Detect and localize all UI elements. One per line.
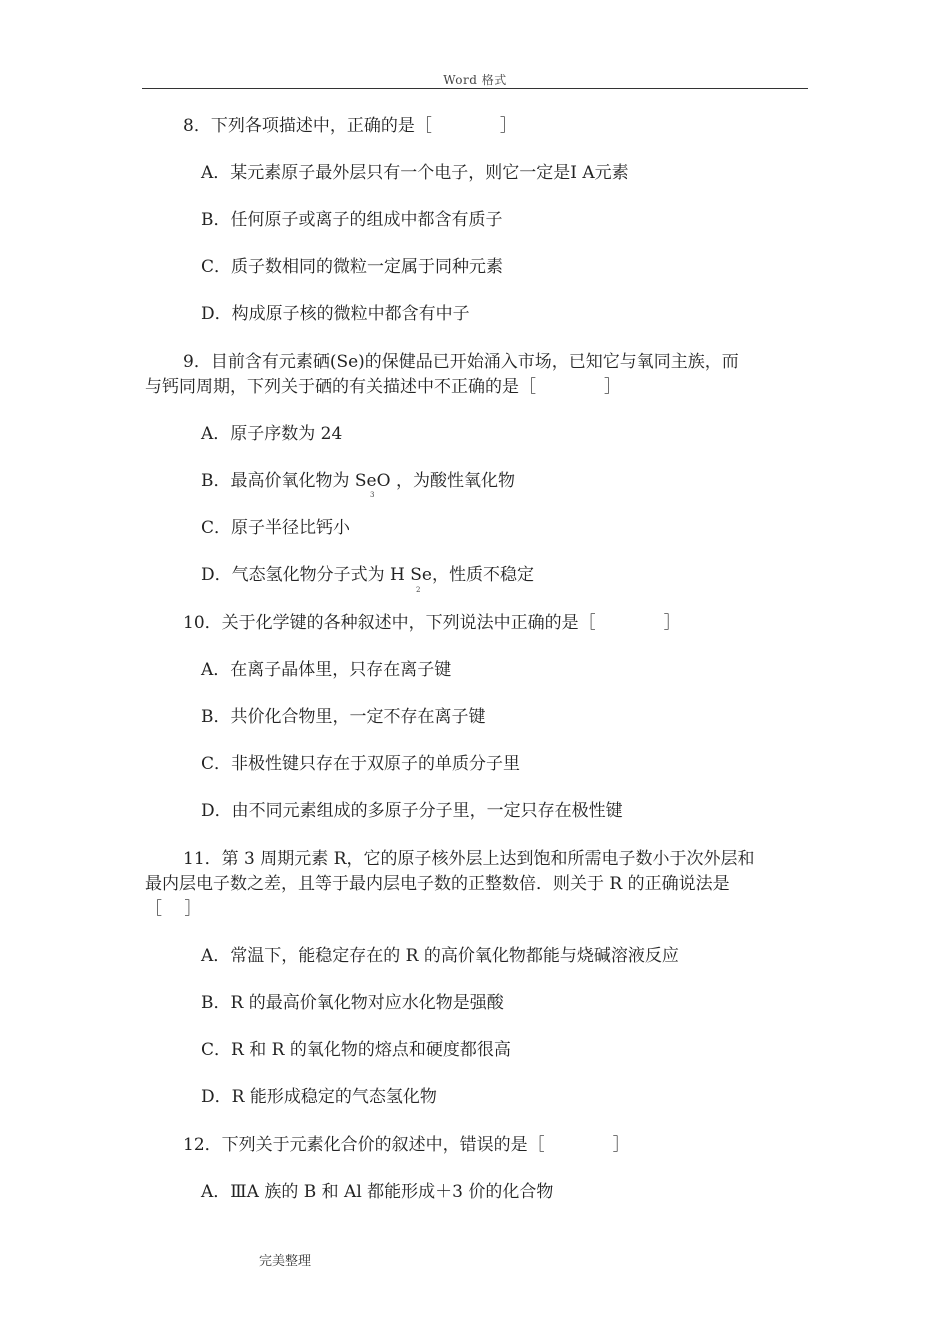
- header-rule: [142, 88, 808, 89]
- question-10-option-c: C．非极性键只存在于双原子的单质分子里: [201, 754, 521, 774]
- question-9-option-c: C．原子半径比钙小: [201, 518, 351, 538]
- question-10-stem: 10．关于化学键的各种叙述中，下列说法中正确的是［ ］: [183, 613, 681, 633]
- question-9-option-b: B．最高价氧化物为 SeO ，为酸性氧化物: [201, 471, 515, 491]
- question-9-stem-line-2: 与钙同周期，下列关于硒的有关描述中不正确的是［ ］: [145, 377, 621, 397]
- question-10-option-a: A．在离子晶体里，只存在离子键: [201, 660, 452, 680]
- question-10-option-d: D．由不同元素组成的多原子分子里，一定只存在极性键: [201, 801, 623, 821]
- question-12-option-a: A．ⅢA 族的 B 和 Al 都能形成＋3 价的化合物: [201, 1182, 554, 1202]
- subscript-2: 2: [416, 586, 421, 594]
- page-header: Word 格式: [443, 73, 507, 87]
- question-11-stem-line-3: ［ ］: [145, 899, 202, 919]
- question-9-option-a: A．原子序数为 24: [201, 424, 343, 444]
- question-11-option-b: B．R 的最高价氧化物对应水化物是强酸: [201, 993, 504, 1013]
- question-8-option-c: C．质子数相同的微粒一定属于同种元素: [201, 257, 504, 277]
- subscript-3: 3: [370, 491, 375, 499]
- question-11-stem-line-1: 11．第 3 周期元素 R，它的原子核外层上达到饱和所需电子数小于次外层和: [183, 849, 755, 869]
- question-11-option-d: D．R 能形成稳定的气态氢化物: [201, 1087, 437, 1107]
- question-11-stem-line-2: 最内层电子数之差，且等于最内层电子数的正整数倍．则关于 R 的正确说法是: [145, 874, 730, 894]
- question-12-stem: 12．下列关于元素化合价的叙述中，错误的是［ ］: [183, 1135, 630, 1155]
- question-8-option-b: B．任何原子或离子的组成中都含有质子: [201, 210, 503, 230]
- question-8-stem: 8．下列各项描述中，正确的是［ ］: [183, 116, 517, 136]
- question-11-option-a: A．常温下，能稳定存在的 R 的高价氧化物都能与烧碱溶液反应: [201, 946, 679, 966]
- question-8-option-a: A．某元素原子最外层只有一个电子，则它一定是Ⅰ A元素: [201, 163, 629, 183]
- question-11-option-c: C．R 和 R 的氧化物的熔点和硬度都很高: [201, 1040, 511, 1060]
- question-8-option-d: D．构成原子核的微粒中都含有中子: [201, 304, 470, 324]
- question-9-option-d: D．气态氢化物分子式为 H Se，性质不稳定: [201, 565, 534, 585]
- page-footer: 完美整理: [259, 1254, 312, 1269]
- question-10-option-b: B．共价化合物里，一定不存在离子键: [201, 707, 486, 727]
- question-9-stem-line-1: 9．目前含有元素硒(Se)的保健品已开始涌入市场，已知它与氧同主族，而: [183, 352, 739, 372]
